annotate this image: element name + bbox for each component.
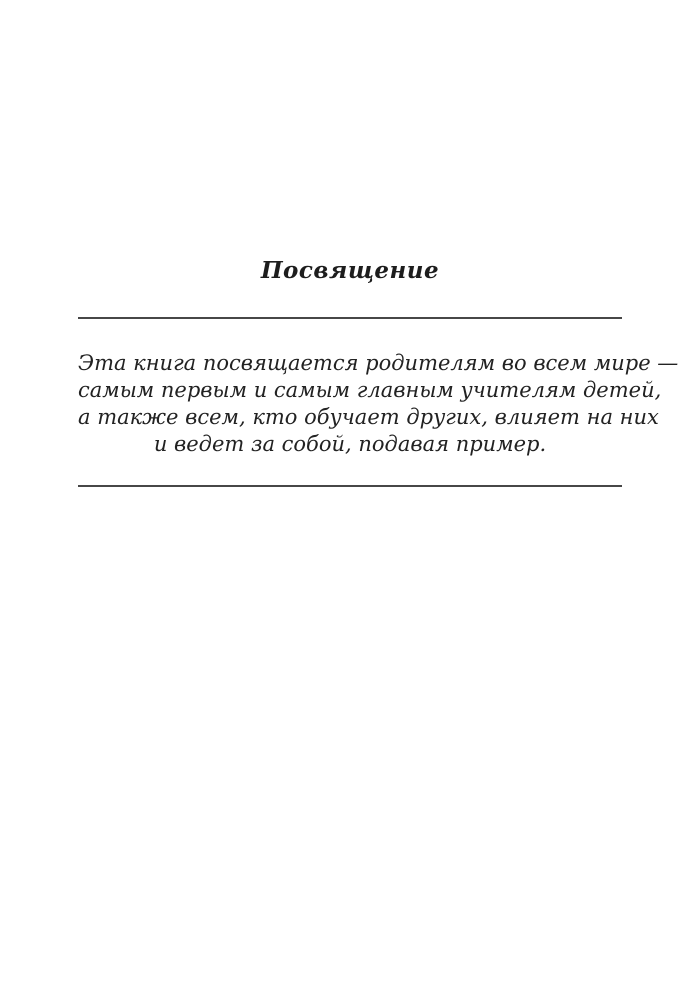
dedication-block xyxy=(78,256,679,487)
dedication-text xyxy=(78,350,679,458)
dedication-line: а также всем, кто обучает других, влияет на них xyxy=(78,405,659,429)
dedication-line: самым первым и самым главным учителям детей, xyxy=(78,378,662,402)
dedication-line: Эта книга посвящается родителям во всем мире — xyxy=(78,351,679,375)
top-rule xyxy=(78,317,622,319)
bottom-rule xyxy=(78,485,622,487)
dedication-title: Посвящение xyxy=(260,257,440,284)
dedication-line: и ведет за собой, подавая пример. xyxy=(153,432,547,456)
